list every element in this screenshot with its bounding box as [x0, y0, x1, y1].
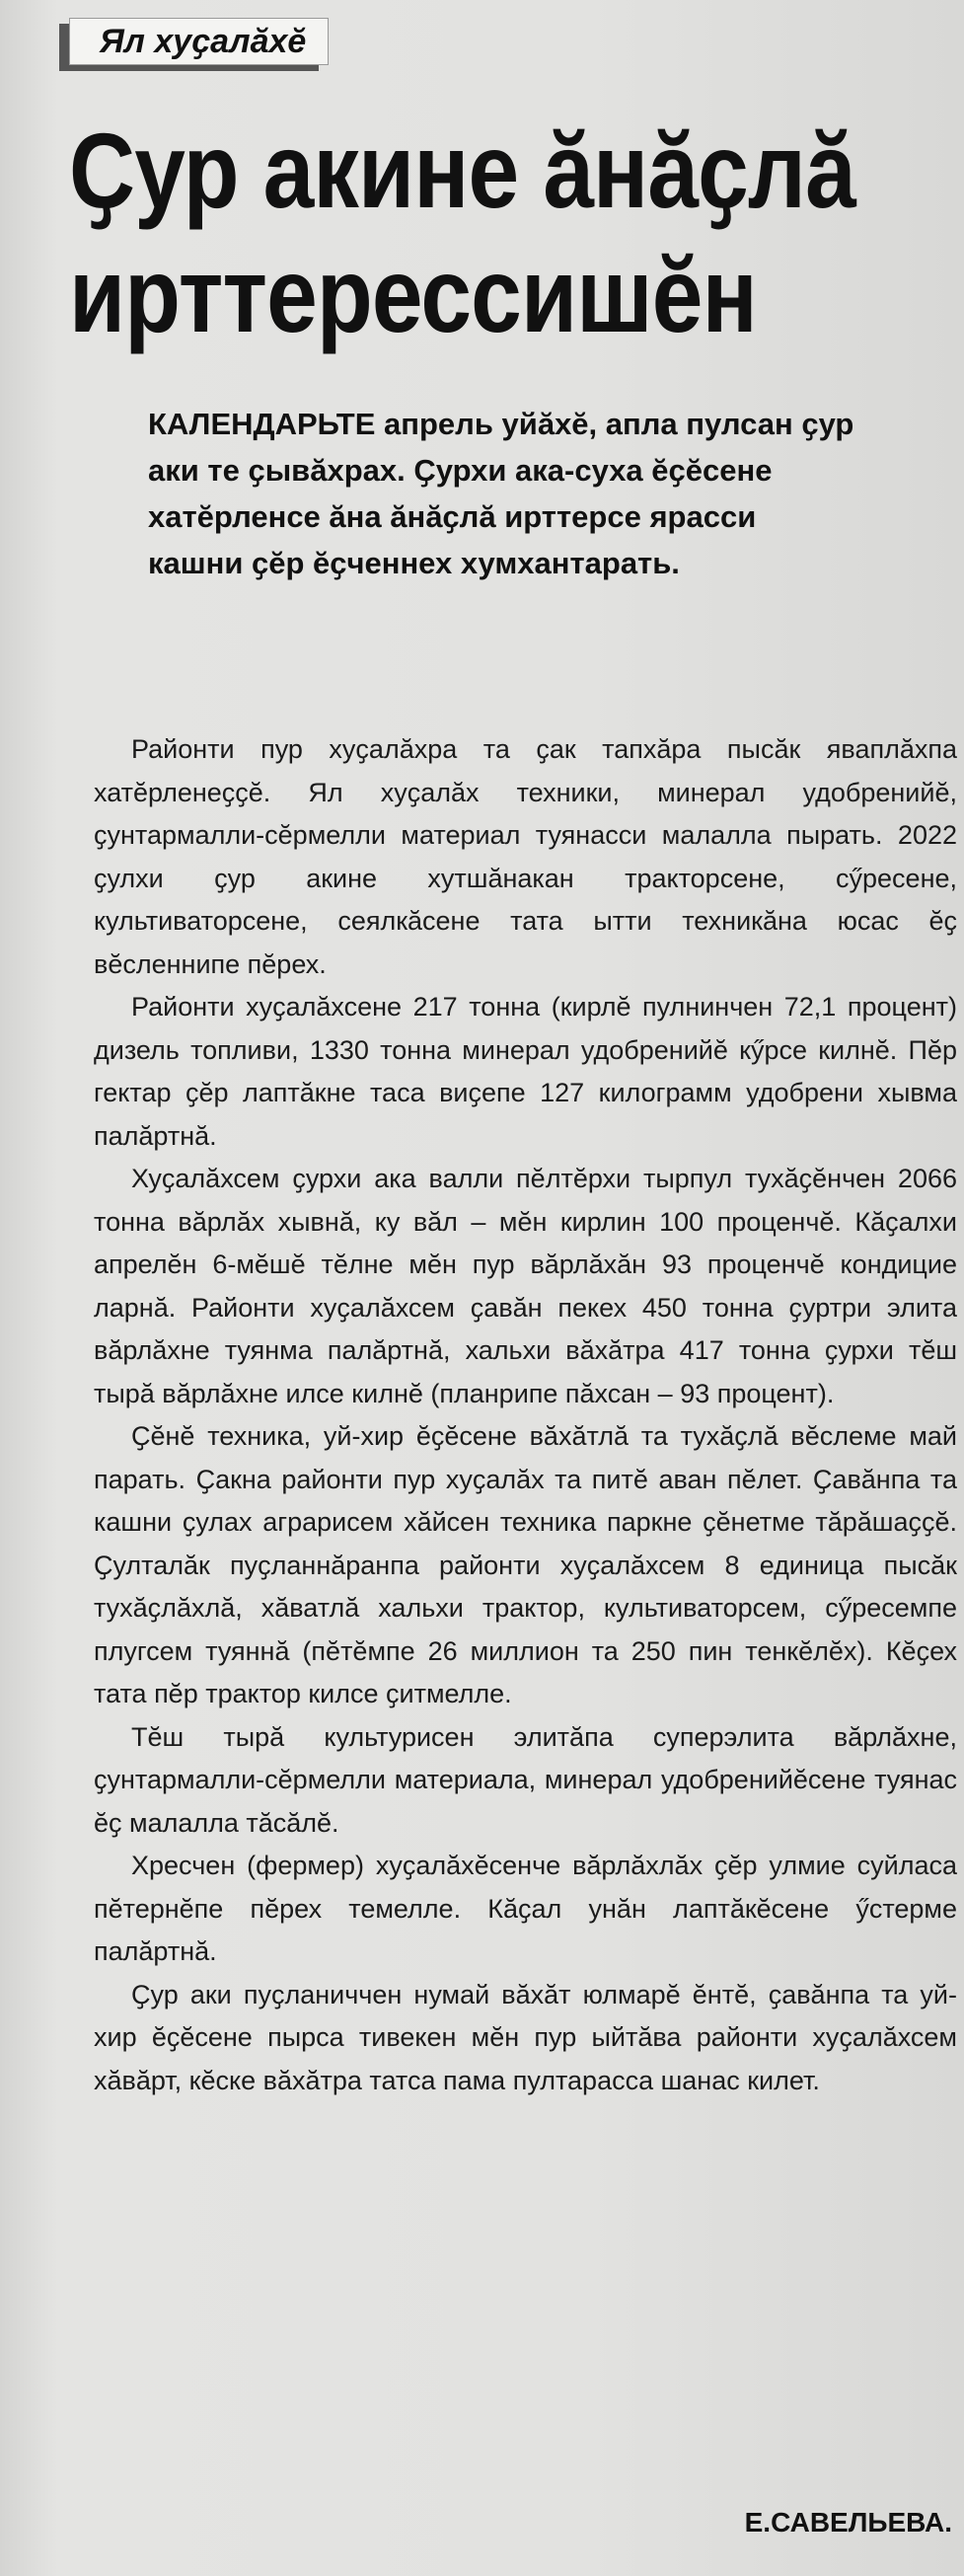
article-headline [69, 109, 855, 357]
body-paragraph: Хуҫалăхсем ҫурхи ака валли пĕлтĕрхи тырпул тухăҫĕнчен 2066 тонна вăрлăх хывнă, ку вăл – мĕн кирлин 100 проценчĕ. Кăҫалхи апрелĕн 6-мĕшĕ тĕлне мĕн пур вăрлăхăн 93 проценчĕ кондицие ларнă. Районти хуҫалăхсем ҫавăн пекех 450 тонна ҫуртри элита вăрлăхне туянма палăртнă, хальхи вăхăтра 417 тонна ҫурхи тĕш тырă вăрлăхне илсе килнĕ (планрипе пăхсан – 93 процент). [94, 1164, 957, 1408]
section-rubric: Ял хуҫалăхĕ [69, 18, 329, 65]
article-lead: КАЛЕНДАРЬТЕ апрель уйăхĕ, апла пулсан ҫур аки те ҫывăхрах. Ҫурхи ака-суха ĕҫĕсене хатĕрленсе ăна ăнăҫлă ирттерсе ярасси кашни ҫĕр ĕҫченнех хумхантарать. [148, 407, 854, 580]
body-paragraph: Районти хуҫалăхсене 217 тонна (кирлĕ пулнинчен 72,1 процент) дизель топливи, 1330 тонна минерал удобренийĕ кӳрсе килнĕ. Пĕр гектар ҫĕр лаптăкне таса виҫепе 127 килограмм удобрени хывма палăртнă. [94, 992, 957, 1151]
body-paragraph: Ҫĕнĕ техника, уй-хир ĕҫĕсене вăхăтлă та тухăҫлă вĕслеме май парать. Ҫакна районти пур хуҫалăх та питĕ аван пĕлет. Ҫавăнпа та кашни ҫулах аграрисем хăйсен техника паркне ҫĕнетме тăрăшаҫҫĕ. Ҫулталăк пуҫланнăранпа районти хуҫалăхсем 8 единица пысăк тухăҫлăхлă, хăватлă хальхи трактор, культиваторсем, сӳресемпе плугсем туяннă (пĕтĕмпе 26 миллион та 250 пин тенкĕлĕх). Кĕҫех тата пĕр трактор килсе ҫитмелле. [94, 1421, 957, 1708]
author-signature: Е.САВЕЛЬЕВА. [744, 2507, 952, 2538]
headline-line-1: Ҫур акине ăнăҫлă [69, 111, 855, 230]
headline-line-2: ирттерессишĕн [69, 235, 757, 354]
body-paragraph: Районти пур хуҫалăхра та ҫак тапхăра пысăк яваплăхпа хатĕрленеҫҫĕ. Ял хуҫалăх техники, минерал удобренийĕ, ҫунтармалли-сĕрмелли материал туянасси малалла пырать. 2022 ҫулхи ҫур акине хутшăнакан тракторсене, сӳресене, культиваторсене, сеялкăсене тата ытти техникăна юсас ĕҫ вĕсленнипе пĕрех. [94, 734, 957, 979]
body-paragraph: Тĕш тырă культурисен элитăпа суперэлита вăрлăхне, ҫунтармалли-сĕрмелли материала, минерал удобренийĕсене туянас ĕҫ малалла тăсăлĕ. [94, 1721, 957, 1838]
body-paragraph: Ҫур аки пуҫланиччен нумай вăхăт юлмарĕ ĕнтĕ, ҫавăнпа та уй-хир ĕҫĕсене пырса тивекен мĕн пур ыйтăва районти хуҫалăхсем хăвăрт, кĕске вăхăтра татса пама пултарасса шанас килет. [94, 1979, 957, 2095]
body-paragraph: Хресчен (фермер) хуҫалăхĕсенче вăрлăхлăх ҫĕр улмие суйласа пĕтернĕпе пĕрех темелле. Кăҫал унăн лаптăкĕсене ӳстерме палăртнă. [94, 1851, 957, 1966]
article-body [94, 728, 957, 2102]
